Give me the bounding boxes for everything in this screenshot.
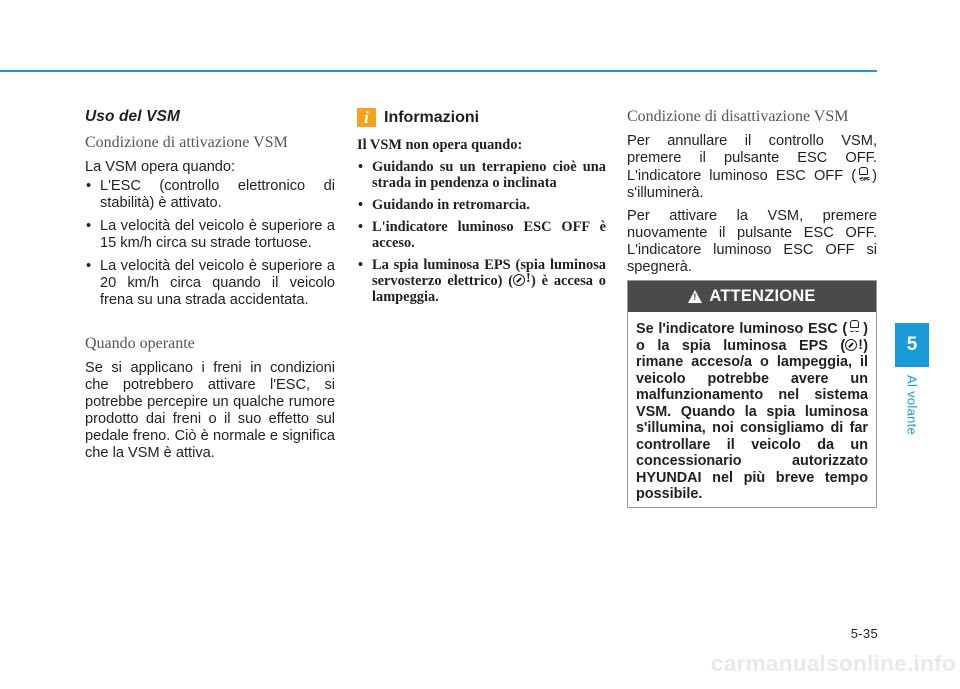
deactivation-paragraph-2: Per attivare la VSM, premere nuovamente il pulsante ESC OFF. L'indicatore luminoso ESC OFF si spegnerà.	[627, 208, 877, 275]
chapter-tab: 5	[895, 323, 929, 367]
warning-header	[628, 281, 876, 312]
info-title: Informazioni	[384, 108, 480, 126]
list-item: • Guidando in retromarcia.	[357, 197, 606, 213]
subheading-deactivation: Condizione di disattivazione VSM	[627, 108, 849, 125]
p1-before: Per annullare il controllo VSM, premere il pulsante ESC OFF. L'indicatore luminoso ESC OFF (	[627, 133, 877, 184]
chapter-label: Al volante	[904, 374, 920, 436]
list-item: • La velocità del veicolo è superiore a 20 km/h circa quando il veicolo frena su una strada accidentata.	[85, 258, 335, 309]
esc-off-icon: OFF	[856, 167, 872, 183]
list-item: • La velocità del veicolo è superiore a 15 km/h circa su strade tortuose.	[85, 218, 335, 252]
activation-list	[85, 178, 335, 309]
column-left	[85, 108, 335, 462]
eps-warning-icon: !	[513, 273, 531, 287]
subheading-when-operating: Quando operante	[85, 335, 195, 352]
list-item	[357, 257, 606, 305]
warning-text: Se l'indicatore luminoso ESC ( ) o la spia luminosa EPS ( ! ) rimane acceso/a o lampeggia, il veicolo potrebbe avere un malfunzionamento nel sistema VSM. Quando la spia luminosa s'illumina, noi consigliamo di far controllare il veicolo da un concessionario autorizzato HYUNDAI nel più breve tempo possibile.	[636, 321, 868, 502]
warning-title: ATTENZIONE	[709, 287, 816, 305]
eps-text-before: La spia luminosa EPS (spia luminosa servosterzo elettrico) (	[372, 257, 606, 289]
eps-warning-icon: !	[845, 338, 863, 352]
subheading-activation: Condizione di attivazione VSM	[85, 134, 288, 151]
page-number: 5-35	[850, 626, 878, 641]
list-item: • Guidando su un terrapieno cioè una strada in pendenza o inclinata	[357, 159, 606, 191]
p1-after: ) s'illuminerà.	[627, 168, 877, 201]
list-item: • L'indicatore luminoso ESC OFF è acceso.	[357, 219, 606, 251]
eps-text-after: ) è accesa o lampeggia.	[372, 273, 606, 305]
column-right	[627, 108, 877, 276]
info-header	[357, 108, 606, 127]
warning-box	[627, 280, 877, 508]
deactivation-paragraph-1	[627, 133, 877, 202]
when-operating-text: Se si applicano i freni in condizioni che potrebbero attivare l'ESC, si potrebbe percepire un qualche rumore prodotto dai freni o il suo effetto sul pedale freno. Ciò è normale e significa che la VSM è attiva.	[85, 360, 335, 461]
info-intro: Il VSM non opera quando:	[357, 137, 523, 153]
top-rule	[0, 70, 877, 72]
info-list	[357, 159, 606, 305]
section-heading-uso-vsm: Uso del VSM	[85, 108, 180, 125]
info-icon: i	[357, 108, 376, 127]
warning-triangle-icon: !	[688, 290, 702, 303]
esc-indicator-icon	[847, 320, 863, 336]
list-item: • L'ESC (controllo elettronico di stabilità) è attivato.	[85, 178, 335, 212]
column-middle	[357, 108, 606, 311]
watermark: carmanualsonline.info	[710, 651, 956, 676]
activation-intro: La VSM opera quando:	[85, 159, 236, 175]
